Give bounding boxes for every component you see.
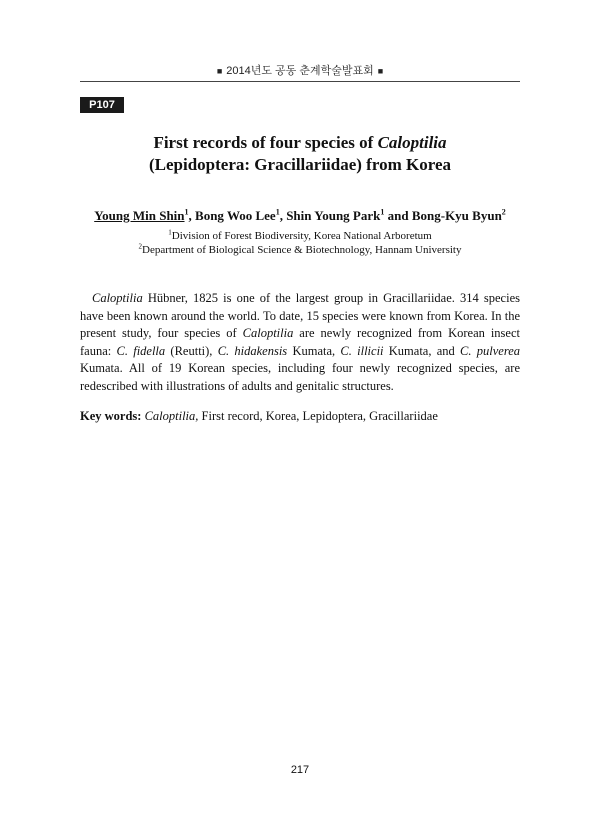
abstract-text: are newly recognized from Korean insect fauna:: [80, 326, 520, 358]
author-name: Young Min Shin: [94, 208, 185, 223]
affiliation-2: [80, 243, 520, 257]
title-line-2: (Lepidoptera: Gracillariidae) from Korea: [149, 155, 451, 174]
author-list: [80, 207, 520, 225]
keywords: [80, 408, 520, 425]
author-name: Bong Woo Lee: [195, 208, 276, 223]
affiliation-list: [80, 229, 520, 257]
keywords-list: First record, Korea, Lepidoptera, Gracillariidae: [198, 409, 438, 423]
abstract-text: Kumata,: [287, 343, 341, 358]
keywords-label: Key words:: [80, 409, 142, 423]
abstract-genus: Caloptilia: [92, 291, 143, 305]
affiliation-mark: 2: [138, 242, 143, 251]
title-line-1: [80, 132, 520, 154]
abstract-text: Kumata, and: [383, 343, 461, 358]
author-separator: ,: [279, 208, 287, 223]
title-line-1-text: First records of four species of: [153, 133, 378, 152]
poster-code-badge: P107: [80, 97, 124, 113]
author-affil-mark: 1: [380, 207, 385, 217]
species-name: C. fidella: [116, 343, 166, 358]
author-name: Shin Young Park: [286, 208, 381, 223]
header-text: 2014년도 공동 춘계학술발표회: [226, 65, 374, 77]
affiliation-text: Division of Forest Biodiversity, Korea National Arboretum: [171, 230, 432, 242]
header-rule: [80, 81, 520, 82]
author-affil-mark: 2: [501, 207, 506, 217]
species-name: C. hidakensis: [217, 343, 288, 358]
affiliation-text: Department of Biological Science & Biotechnology, Hannam University: [142, 244, 462, 256]
species-name: C. illicii: [340, 343, 384, 358]
author-separator: ,: [188, 208, 196, 223]
header-bullet-right: ■: [377, 66, 384, 76]
header-bullet-left: ■: [216, 66, 223, 76]
title-genus: Caloptilia: [377, 133, 447, 152]
affiliation-1: [80, 229, 520, 243]
author-separator: and: [384, 208, 412, 223]
affiliation-mark: 1: [168, 228, 172, 237]
abstract-genus: Caloptilia: [242, 326, 294, 340]
page-number: 217: [290, 764, 310, 776]
abstract-text: (Reutti),: [165, 343, 218, 358]
author-name: Bong-Kyu Byun: [411, 208, 502, 223]
abstract-paragraph: [80, 290, 520, 395]
keyword-genus: Caloptilia,: [144, 409, 199, 423]
running-header: [80, 62, 520, 78]
species-name: C. pulverea: [460, 343, 521, 358]
author-affil-mark: 1: [184, 207, 189, 217]
abstract-text: Hübner, 1825 is one of the largest group in Gracillariidae. 314 species have been known around the world. To date, 15 species were known from Korea. In the present study, four species of: [80, 291, 520, 340]
abstract-text: Kumata. All of 19 Korean species, including four newly recognized species, are redescribed with illustrations of adults and genitalic structures.: [80, 361, 520, 393]
author-affil-mark: 1: [275, 207, 280, 217]
paper-title: [80, 132, 520, 176]
